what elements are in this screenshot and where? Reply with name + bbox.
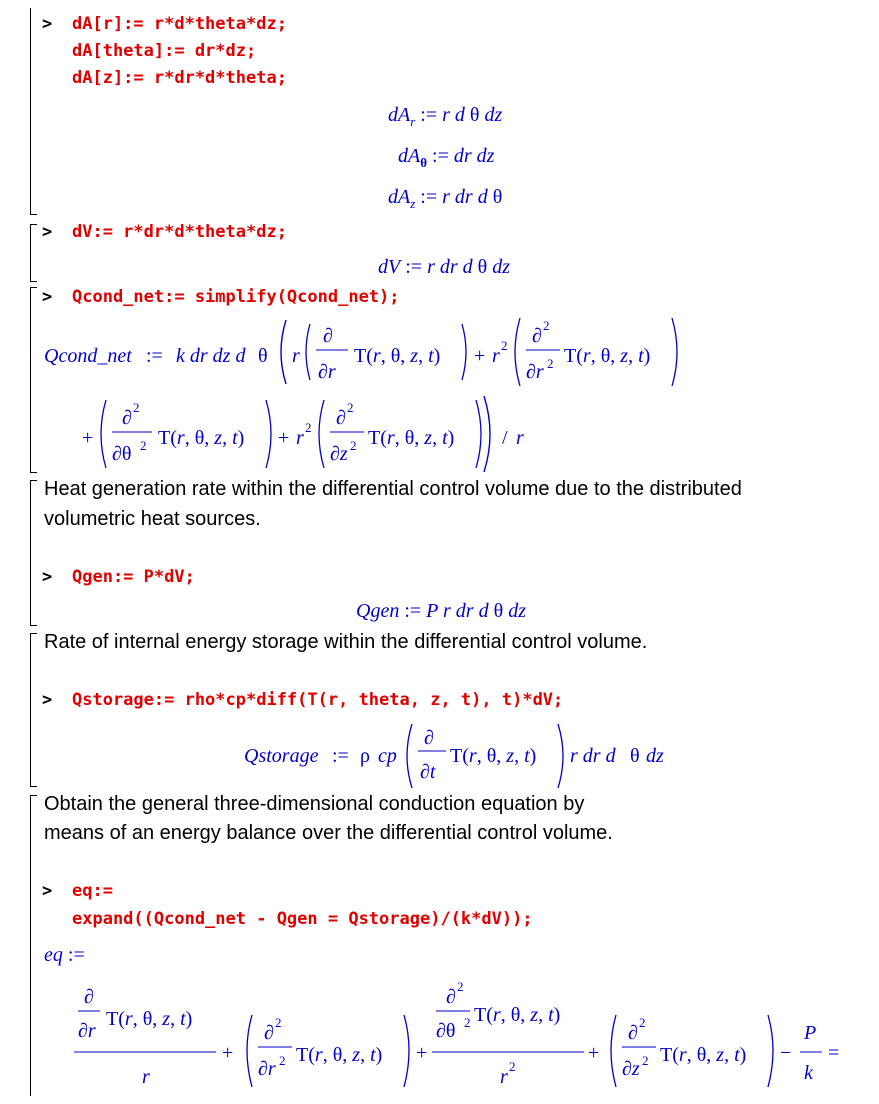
svg-text:=: = — [828, 1042, 840, 1064]
svg-text:+: + — [474, 345, 486, 367]
svg-text:∂: ∂ — [122, 407, 132, 429]
comment-energy-storage: Rate of internal energy storage within the differential control volume. — [44, 631, 648, 653]
svg-text:2: 2 — [501, 338, 508, 353]
svg-text:2: 2 — [547, 356, 554, 371]
comment-heat-generation-1: Heat generation rate within the differential control volume due to the distributed — [44, 478, 742, 500]
svg-text:Qstorage: Qstorage — [244, 745, 319, 767]
svg-text::=: := — [332, 745, 349, 767]
execution-group-bracket[interactable] — [30, 224, 37, 282]
svg-text:T(r, θ, z, t): T(r, θ, z, t) — [660, 1044, 747, 1066]
output-dA-r: $dA_r$ := r d θ dz — [388, 104, 503, 129]
svg-text:∂: ∂ — [628, 1022, 638, 1044]
input-prompt: > — [42, 881, 53, 901]
svg-text:k: k — [804, 1062, 813, 1084]
input-prompt: > — [42, 287, 53, 307]
svg-text:2: 2 — [279, 1053, 286, 1068]
execution-group-bracket[interactable] — [30, 795, 37, 1096]
output-eq-lhs: eq := — [44, 944, 85, 966]
input-prompt: > — [42, 690, 53, 710]
svg-text:+: + — [416, 1042, 428, 1064]
output-dA-z: $dA_z$ := r dr d θ — [388, 186, 503, 211]
comment-heat-generation-2: volumetric heat sources. — [44, 508, 261, 530]
svg-text:T(r, θ, z, t): T(r, θ, z, t) — [450, 745, 537, 767]
input-line-dA-theta[interactable]: dA[theta]:= dr*dz; — [72, 41, 257, 61]
svg-text:θ: θ — [258, 345, 268, 367]
svg-text:∂r: ∂r — [526, 361, 544, 383]
svg-text:k dr dz d: k dr dz d — [176, 345, 246, 367]
comment-conduction-equation-2: means of an energy balance over the differential control volume. — [44, 822, 613, 844]
svg-text:2: 2 — [140, 438, 147, 453]
svg-text:P: P — [804, 1022, 817, 1044]
svg-text:∂r: ∂r — [78, 1020, 96, 1042]
svg-text:2: 2 — [457, 979, 464, 994]
svg-text:∂z: ∂z — [622, 1058, 640, 1080]
svg-text:∂z: ∂z — [330, 443, 348, 465]
comment-conduction-equation-1: Obtain the general three-dimensional conduction equation by — [44, 793, 585, 815]
input-line-eq[interactable]: eq:= — [72, 881, 113, 901]
svg-text:2: 2 — [509, 1059, 516, 1074]
svg-text:r: r — [142, 1066, 150, 1088]
svg-text:+: + — [588, 1042, 600, 1064]
input-line-dA-z[interactable]: dA[z]:= r*dr*d*theta; — [72, 68, 287, 88]
execution-group-bracket[interactable] — [30, 633, 37, 787]
input-line-qgen[interactable]: Qgen:= P*dV; — [72, 567, 195, 587]
svg-text:2: 2 — [543, 318, 550, 333]
output-dV: dV := r dr d θ dz — [378, 256, 511, 278]
svg-text:2: 2 — [347, 400, 354, 415]
output-eq — [70, 975, 870, 1095]
svg-text:ρ: ρ — [360, 745, 370, 767]
svg-text:∂: ∂ — [532, 325, 542, 347]
output-qgen: Qgen := P r dr d θ dz — [356, 600, 526, 622]
svg-text:∂: ∂ — [336, 407, 346, 429]
svg-text:∂t: ∂t — [420, 761, 436, 783]
input-line-qstorage[interactable]: Qstorage:= rho*cp*diff(T(r, theta, z, t), t)*dV; — [72, 690, 564, 710]
svg-text:T(r, θ, z, t): T(r, θ, z, t) — [368, 427, 455, 449]
svg-text:+: + — [278, 427, 290, 449]
svg-text:r: r — [500, 1066, 508, 1088]
svg-text:cp: cp — [378, 745, 397, 767]
svg-text:T(r, θ, z, t): T(r, θ, z, t) — [296, 1044, 383, 1066]
svg-text:+: + — [82, 427, 94, 449]
svg-text:−: − — [780, 1042, 792, 1064]
output-dA-theta: $dA_\theta$ := dr dz — [398, 145, 495, 170]
svg-text:T(r, θ, z, t): T(r, θ, z, t) — [564, 345, 651, 367]
execution-group-bracket[interactable] — [30, 480, 37, 626]
svg-text:∂: ∂ — [84, 986, 94, 1008]
svg-text:∂θ: ∂θ — [436, 1020, 456, 1042]
svg-text:dz: dz — [646, 745, 664, 767]
input-prompt: > — [42, 14, 53, 34]
execution-group-bracket[interactable] — [30, 8, 37, 215]
output-qstorage — [240, 718, 700, 790]
svg-text:+: + — [222, 1042, 234, 1064]
svg-text:T(r, θ, z, t): T(r, θ, z, t) — [354, 345, 441, 367]
svg-text:θ: θ — [630, 745, 640, 767]
svg-text:T(r, θ, z, t): T(r, θ, z, t) — [158, 427, 245, 449]
svg-text:r: r — [516, 427, 524, 449]
svg-text:T(r, θ, z, t): T(r, θ, z, t) — [106, 1008, 193, 1030]
input-prompt: > — [42, 222, 53, 242]
svg-text:2: 2 — [639, 1015, 646, 1030]
svg-text:∂r: ∂r — [258, 1058, 276, 1080]
svg-text::=: := — [146, 345, 163, 367]
input-line-dA-r[interactable]: dA[r]:= r*d*theta*dz; — [72, 14, 287, 34]
svg-text:∂: ∂ — [446, 986, 456, 1008]
svg-text:2: 2 — [275, 1015, 282, 1030]
svg-text:2: 2 — [464, 1015, 471, 1030]
svg-text:T(r, θ, z, t): T(r, θ, z, t) — [474, 1004, 561, 1026]
svg-text:2: 2 — [642, 1053, 649, 1068]
input-line-dV[interactable]: dV:= r*dr*d*theta*dz; — [72, 222, 287, 242]
svg-text:∂: ∂ — [424, 727, 434, 749]
svg-text:∂r: ∂r — [318, 361, 336, 383]
input-line-expand[interactable]: expand((Qcond_net - Qgen = Qstorage)/(k*dV)); — [72, 909, 533, 929]
svg-text:/: / — [502, 427, 508, 449]
execution-group-bracket[interactable] — [30, 287, 37, 473]
svg-text:2: 2 — [305, 420, 312, 435]
svg-text:2: 2 — [350, 438, 357, 453]
svg-text:r dr d: r dr d — [570, 745, 616, 767]
qcond-lhs: Qcond_net — [44, 345, 132, 367]
svg-text:∂θ: ∂θ — [112, 443, 132, 465]
svg-text:r: r — [492, 345, 500, 367]
svg-text:∂: ∂ — [264, 1022, 274, 1044]
svg-text:r: r — [292, 345, 300, 367]
output-qcond-net — [40, 312, 879, 477]
svg-text:2: 2 — [133, 400, 140, 415]
svg-text:∂: ∂ — [323, 325, 333, 347]
input-line-qcond[interactable]: Qcond_net:= simplify(Qcond_net); — [72, 287, 400, 307]
input-prompt: > — [42, 567, 53, 587]
svg-text:r: r — [296, 427, 304, 449]
